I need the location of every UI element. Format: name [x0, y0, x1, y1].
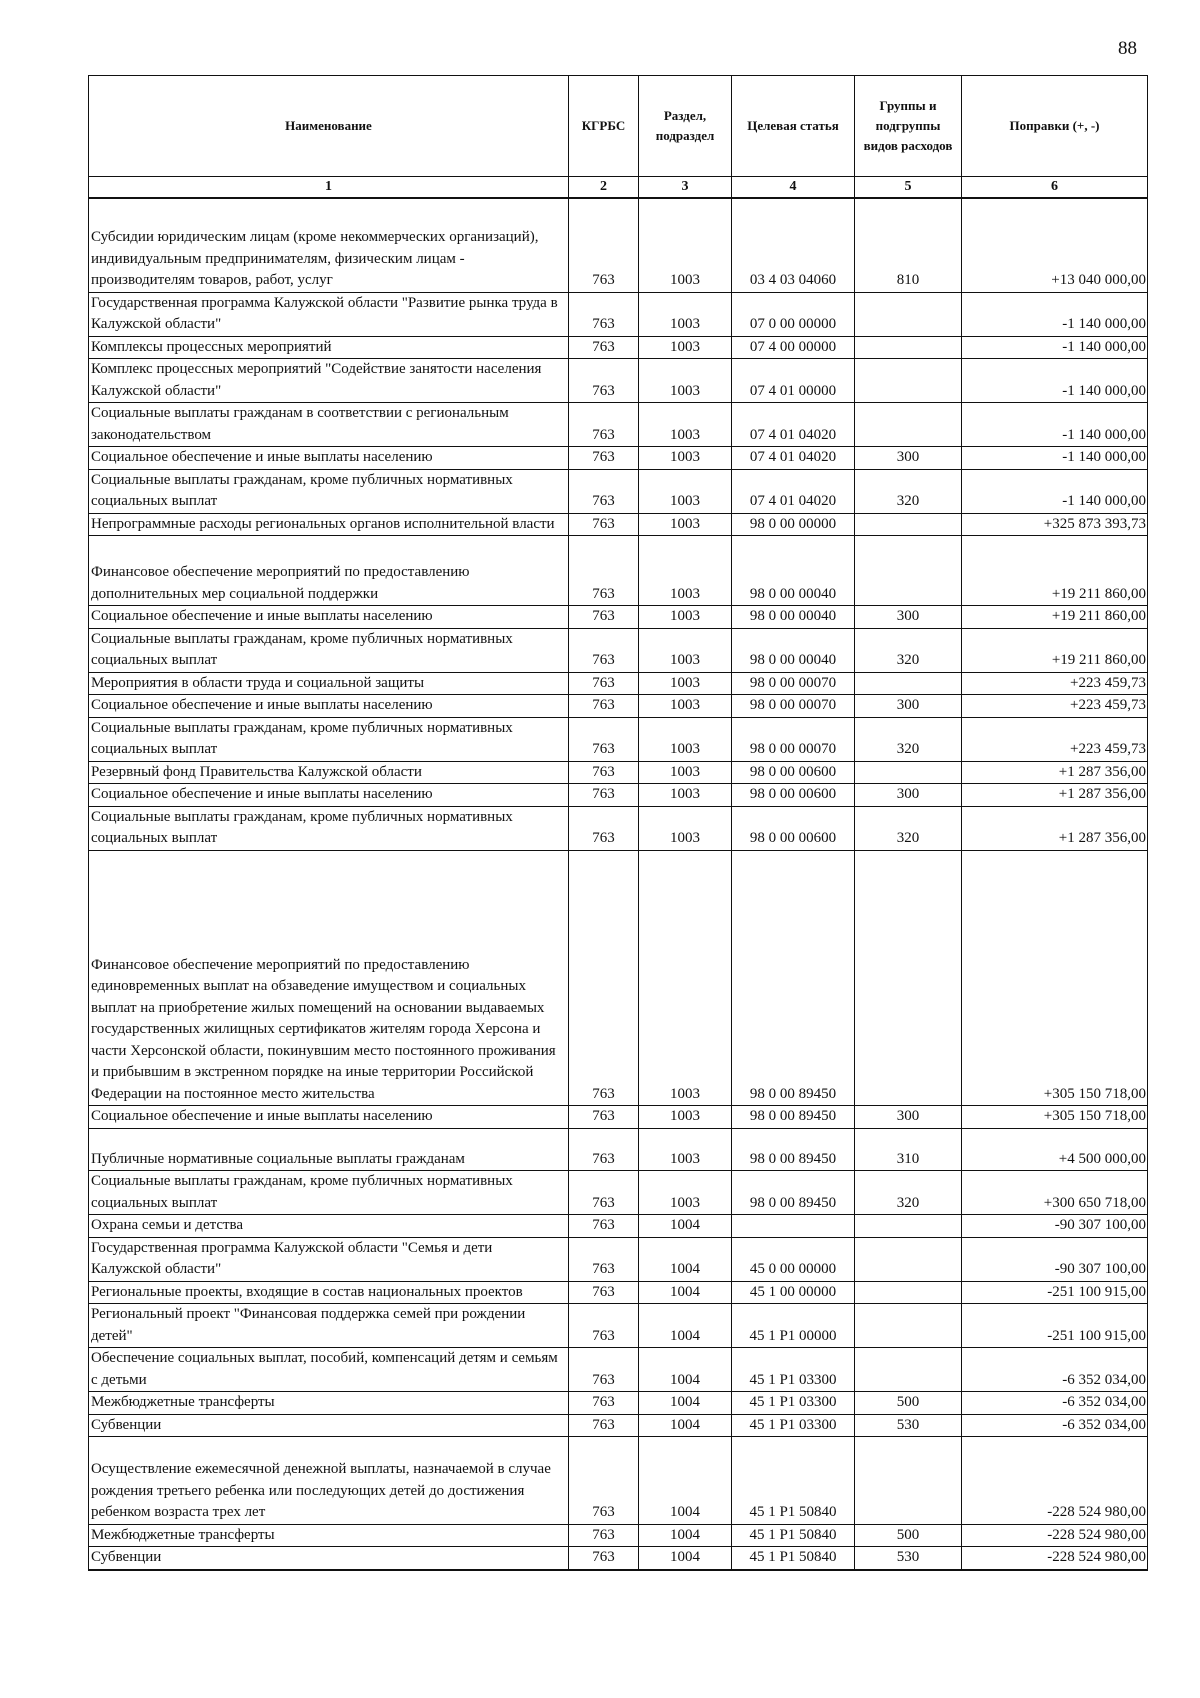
row-group: 320: [855, 806, 962, 850]
row-section: 1004: [639, 1348, 732, 1392]
table-row: [89, 761, 1148, 784]
table-row: [89, 1392, 1148, 1415]
row-target: 98 0 00 00070: [732, 695, 855, 718]
row-section: 1003: [639, 628, 732, 672]
row-target: 45 1 P1 00000: [732, 1304, 855, 1348]
row-kgrbs: 763: [569, 1524, 639, 1547]
table-row: [89, 1304, 1148, 1348]
row-section: 1003: [639, 695, 732, 718]
row-amount: +13 040 000,00: [962, 198, 1148, 292]
row-group: [855, 850, 962, 1106]
row-section: 1003: [639, 403, 732, 447]
row-target: 98 0 00 00040: [732, 606, 855, 629]
row-group: 310: [855, 1128, 962, 1171]
row-kgrbs: 763: [569, 336, 639, 359]
table-row: [89, 1414, 1148, 1437]
row-amount: -228 524 980,00: [962, 1547, 1148, 1570]
row-amount: -6 352 034,00: [962, 1414, 1148, 1437]
row-amount: -1 140 000,00: [962, 469, 1148, 513]
row-target: 98 0 00 00040: [732, 536, 855, 606]
row-group: 300: [855, 1106, 962, 1129]
row-target: [732, 1215, 855, 1238]
row-target: 07 4 01 04020: [732, 403, 855, 447]
row-amount: -6 352 034,00: [962, 1392, 1148, 1415]
column-number-row: [89, 177, 1148, 199]
row-name: Мероприятия в области труда и социальной защиты: [89, 672, 569, 695]
row-section: 1003: [639, 806, 732, 850]
row-kgrbs: 763: [569, 447, 639, 470]
row-name: Региональный проект "Финансовая поддержка семей при рождении детей": [89, 1304, 569, 1348]
row-target: 45 1 P1 50840: [732, 1547, 855, 1570]
row-name: Субсидии юридическим лицам (кроме некоммерческих организаций), индивидуальным предпринимателям, физическим лицам - производителям товаров, работ, услуг: [89, 198, 569, 292]
row-group: [855, 1437, 962, 1525]
row-name: Социальное обеспечение и иные выплаты населению: [89, 1106, 569, 1129]
row-amount: -6 352 034,00: [962, 1348, 1148, 1392]
row-section: 1004: [639, 1392, 732, 1415]
row-kgrbs: 763: [569, 1414, 639, 1437]
row-target: 07 0 00 00000: [732, 292, 855, 336]
table-row: [89, 1106, 1148, 1129]
row-target: 45 1 P1 50840: [732, 1437, 855, 1525]
row-section: 1003: [639, 672, 732, 695]
row-section: 1004: [639, 1414, 732, 1437]
row-kgrbs: 763: [569, 536, 639, 606]
row-group: 320: [855, 717, 962, 761]
row-name: Резервный фонд Правительства Калужской области: [89, 761, 569, 784]
row-group: [855, 403, 962, 447]
table-row: [89, 1215, 1148, 1238]
row-group: [855, 1215, 962, 1238]
row-kgrbs: 763: [569, 1215, 639, 1238]
row-amount: +305 150 718,00: [962, 1106, 1148, 1129]
table-row: [89, 717, 1148, 761]
row-name: Государственная программа Калужской области "Семья и дети Калужской области": [89, 1237, 569, 1281]
row-kgrbs: 763: [569, 1392, 639, 1415]
row-section: 1003: [639, 336, 732, 359]
row-target: 07 4 00 00000: [732, 336, 855, 359]
row-kgrbs: 763: [569, 672, 639, 695]
row-name: Региональные проекты, входящие в состав национальных проектов: [89, 1281, 569, 1304]
row-name: Обеспечение социальных выплат, пособий, компенсаций детям и семьям с детьми: [89, 1348, 569, 1392]
page-number: 88: [1118, 38, 1137, 59]
row-kgrbs: 763: [569, 850, 639, 1106]
table-row: [89, 850, 1148, 1106]
row-amount: +305 150 718,00: [962, 850, 1148, 1106]
row-group: 320: [855, 628, 962, 672]
row-kgrbs: 763: [569, 469, 639, 513]
column-number: 1: [89, 177, 569, 199]
row-amount: -1 140 000,00: [962, 292, 1148, 336]
row-target: 98 0 00 00600: [732, 784, 855, 807]
row-group: [855, 1237, 962, 1281]
row-amount: +223 459,73: [962, 695, 1148, 718]
table-body: [89, 198, 1148, 1570]
row-target: 98 0 00 00040: [732, 628, 855, 672]
row-kgrbs: 763: [569, 1171, 639, 1215]
column-number: 4: [732, 177, 855, 199]
row-section: 1003: [639, 1128, 732, 1171]
row-amount: +223 459,73: [962, 672, 1148, 695]
row-name: Охрана семьи и детства: [89, 1215, 569, 1238]
row-target: 45 1 P1 03300: [732, 1392, 855, 1415]
table-row: [89, 1237, 1148, 1281]
row-group: [855, 292, 962, 336]
row-target: 98 0 00 89450: [732, 1171, 855, 1215]
row-group: [855, 536, 962, 606]
row-name: Социальные выплаты гражданам, кроме публичных нормативных социальных выплат: [89, 717, 569, 761]
row-kgrbs: 763: [569, 198, 639, 292]
row-group: 320: [855, 469, 962, 513]
row-amount: +19 211 860,00: [962, 536, 1148, 606]
row-name: Социальные выплаты гражданам, кроме публичных нормативных социальных выплат: [89, 469, 569, 513]
row-section: 1003: [639, 359, 732, 403]
row-section: 1003: [639, 761, 732, 784]
row-amount: -90 307 100,00: [962, 1237, 1148, 1281]
row-name: Комплекс процессных мероприятий "Содействие занятости населения Калужской области": [89, 359, 569, 403]
row-name: Межбюджетные трансферты: [89, 1392, 569, 1415]
row-kgrbs: 763: [569, 513, 639, 536]
row-amount: +223 459,73: [962, 717, 1148, 761]
row-name: Осуществление ежемесячной денежной выплаты, назначаемой в случае рождения третьего ребенка или последующих детей до достижения ребенком возраста трех лет: [89, 1437, 569, 1525]
row-amount: +1 287 356,00: [962, 784, 1148, 807]
row-name: Социальное обеспечение и иные выплаты населению: [89, 695, 569, 718]
row-name: Социальные выплаты гражданам, кроме публичных нормативных социальных выплат: [89, 1171, 569, 1215]
column-number: 5: [855, 177, 962, 199]
row-kgrbs: 763: [569, 359, 639, 403]
row-amount: -1 140 000,00: [962, 447, 1148, 470]
row-amount: -228 524 980,00: [962, 1437, 1148, 1525]
table-row: [89, 292, 1148, 336]
row-amount: -228 524 980,00: [962, 1524, 1148, 1547]
row-amount: +1 287 356,00: [962, 761, 1148, 784]
row-section: 1004: [639, 1237, 732, 1281]
table-row: [89, 1547, 1148, 1570]
table-row: [89, 606, 1148, 629]
row-target: 07 4 01 04020: [732, 469, 855, 513]
row-kgrbs: 763: [569, 717, 639, 761]
table-row: [89, 359, 1148, 403]
table-row: [89, 1437, 1148, 1525]
row-group: 530: [855, 1547, 962, 1570]
row-target: 45 1 P1 03300: [732, 1414, 855, 1437]
row-amount: -1 140 000,00: [962, 403, 1148, 447]
row-section: 1003: [639, 717, 732, 761]
row-kgrbs: 763: [569, 628, 639, 672]
table-row: [89, 1524, 1148, 1547]
table-header-row: [89, 76, 1148, 177]
row-section: 1004: [639, 1524, 732, 1547]
table-row: [89, 1348, 1148, 1392]
row-target: 98 0 00 89450: [732, 850, 855, 1106]
row-target: 07 4 01 00000: [732, 359, 855, 403]
row-target: 07 4 01 04020: [732, 447, 855, 470]
row-target: 98 0 00 00600: [732, 761, 855, 784]
row-target: 45 1 P1 03300: [732, 1348, 855, 1392]
row-section: 1003: [639, 469, 732, 513]
row-section: 1003: [639, 606, 732, 629]
row-group: [855, 513, 962, 536]
table-row: [89, 469, 1148, 513]
row-group: [855, 672, 962, 695]
row-section: 1004: [639, 1215, 732, 1238]
row-target: 98 0 00 89450: [732, 1128, 855, 1171]
row-section: 1004: [639, 1547, 732, 1570]
row-group: 500: [855, 1392, 962, 1415]
row-group: [855, 1281, 962, 1304]
row-name: Финансовое обеспечение мероприятий по предоставлению дополнительных мер социальной поддержки: [89, 536, 569, 606]
row-name: Субвенции: [89, 1414, 569, 1437]
table-row: [89, 403, 1148, 447]
row-group: 500: [855, 1524, 962, 1547]
row-name: Комплексы процессных мероприятий: [89, 336, 569, 359]
column-number: 3: [639, 177, 732, 199]
row-name: Социальное обеспечение и иные выплаты населению: [89, 784, 569, 807]
row-kgrbs: 763: [569, 1348, 639, 1392]
row-name: Социальные выплаты гражданам, кроме публичных нормативных социальных выплат: [89, 806, 569, 850]
row-amount: +325 873 393,73: [962, 513, 1148, 536]
row-amount: -251 100 915,00: [962, 1304, 1148, 1348]
row-target: 03 4 03 04060: [732, 198, 855, 292]
row-amount: +4 500 000,00: [962, 1128, 1148, 1171]
row-section: 1003: [639, 292, 732, 336]
table-row: [89, 536, 1148, 606]
row-kgrbs: 763: [569, 1106, 639, 1129]
table-row: [89, 447, 1148, 470]
table-row: [89, 336, 1148, 359]
row-group: [855, 336, 962, 359]
row-group: 530: [855, 1414, 962, 1437]
row-name: Межбюджетные трансферты: [89, 1524, 569, 1547]
budget-amendments-table: [88, 75, 1148, 1571]
table-row: [89, 628, 1148, 672]
row-amount: +19 211 860,00: [962, 606, 1148, 629]
row-section: 1003: [639, 1106, 732, 1129]
row-section: 1003: [639, 513, 732, 536]
table-row: [89, 695, 1148, 718]
row-target: 98 0 00 89450: [732, 1106, 855, 1129]
row-name: Субвенции: [89, 1547, 569, 1570]
column-number: 6: [962, 177, 1148, 199]
row-group: 300: [855, 695, 962, 718]
row-kgrbs: 763: [569, 292, 639, 336]
header-groups: Группы и подгруппы видов расходов: [855, 76, 962, 177]
row-name: Социальные выплаты гражданам, кроме публичных нормативных социальных выплат: [89, 628, 569, 672]
header-target: Целевая статья: [732, 76, 855, 177]
row-group: 810: [855, 198, 962, 292]
row-group: 300: [855, 447, 962, 470]
row-group: [855, 359, 962, 403]
row-name: Публичные нормативные социальные выплаты гражданам: [89, 1128, 569, 1171]
row-target: 98 0 00 00070: [732, 717, 855, 761]
row-amount: +19 211 860,00: [962, 628, 1148, 672]
row-kgrbs: 763: [569, 1437, 639, 1525]
header-name: Наименование: [89, 76, 569, 177]
row-kgrbs: 763: [569, 1304, 639, 1348]
row-target: 45 1 00 00000: [732, 1281, 855, 1304]
table-row: [89, 784, 1148, 807]
row-kgrbs: 763: [569, 695, 639, 718]
row-amount: +300 650 718,00: [962, 1171, 1148, 1215]
row-name: Непрограммные расходы региональных органов исполнительной власти: [89, 513, 569, 536]
row-kgrbs: 763: [569, 606, 639, 629]
row-section: 1004: [639, 1304, 732, 1348]
row-section: 1003: [639, 784, 732, 807]
row-section: 1003: [639, 536, 732, 606]
table-row: [89, 1281, 1148, 1304]
header-kgrbs: КГРБС: [569, 76, 639, 177]
table-row: [89, 806, 1148, 850]
row-group: [855, 1348, 962, 1392]
row-kgrbs: 763: [569, 1547, 639, 1570]
row-group: 300: [855, 606, 962, 629]
row-section: 1003: [639, 1171, 732, 1215]
row-kgrbs: 763: [569, 403, 639, 447]
row-amount: -1 140 000,00: [962, 336, 1148, 359]
row-amount: +1 287 356,00: [962, 806, 1148, 850]
row-target: 98 0 00 00070: [732, 672, 855, 695]
row-kgrbs: 763: [569, 1281, 639, 1304]
row-name: Социальное обеспечение и иные выплаты населению: [89, 606, 569, 629]
row-section: 1003: [639, 850, 732, 1106]
row-section: 1003: [639, 198, 732, 292]
row-target: 98 0 00 00600: [732, 806, 855, 850]
row-kgrbs: 763: [569, 1237, 639, 1281]
row-section: 1004: [639, 1281, 732, 1304]
row-group: [855, 1304, 962, 1348]
row-target: 45 0 00 00000: [732, 1237, 855, 1281]
row-name: Финансовое обеспечение мероприятий по предоставлению единовременных выплат на обзаведение имуществом и социальных выплат на приобретение жилых помещений на основании выдаваемых государственных жилищных сертификатов жителям города Херсона и части Херсонской области, покинувшим место постоянного проживания и прибывшим в экстренном порядке на иные территории Российской Федерации на постоянное место жительства: [89, 850, 569, 1106]
row-name: Социальное обеспечение и иные выплаты населению: [89, 447, 569, 470]
table-row: [89, 1171, 1148, 1215]
row-target: 45 1 P1 50840: [732, 1524, 855, 1547]
header-section: Раздел, подраздел: [639, 76, 732, 177]
row-section: 1003: [639, 447, 732, 470]
row-section: 1004: [639, 1437, 732, 1525]
table-row: [89, 513, 1148, 536]
row-group: [855, 761, 962, 784]
row-kgrbs: 763: [569, 1128, 639, 1171]
row-name: Государственная программа Калужской области "Развитие рынка труда в Калужской области": [89, 292, 569, 336]
row-kgrbs: 763: [569, 806, 639, 850]
row-kgrbs: 763: [569, 761, 639, 784]
row-target: 98 0 00 00000: [732, 513, 855, 536]
budget-amendments-table-wrapper: [88, 75, 1147, 1571]
row-amount: -251 100 915,00: [962, 1281, 1148, 1304]
header-amendments: Поправки (+, -): [962, 76, 1148, 177]
column-number: 2: [569, 177, 639, 199]
table-row: [89, 198, 1148, 292]
row-amount: -90 307 100,00: [962, 1215, 1148, 1238]
table-row: [89, 672, 1148, 695]
table-row: [89, 1128, 1148, 1171]
row-amount: -1 140 000,00: [962, 359, 1148, 403]
row-kgrbs: 763: [569, 784, 639, 807]
row-group: 320: [855, 1171, 962, 1215]
row-name: Социальные выплаты гражданам в соответствии с региональным законодательством: [89, 403, 569, 447]
row-group: 300: [855, 784, 962, 807]
